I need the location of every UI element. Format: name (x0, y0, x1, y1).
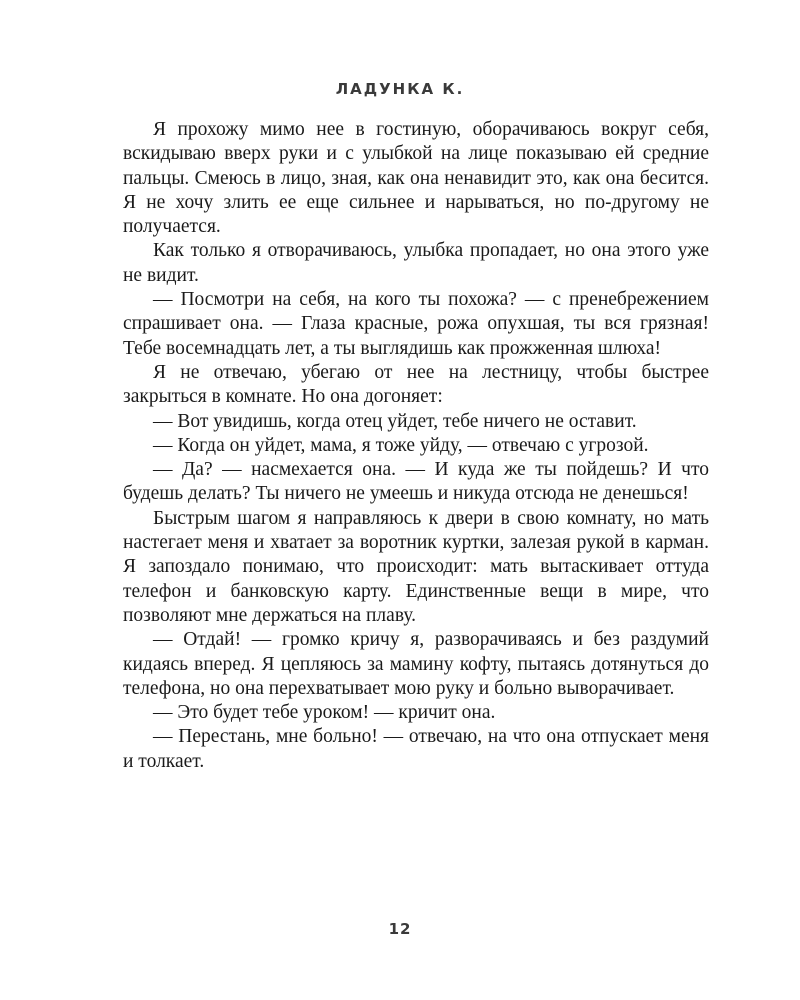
paragraph: — Да? — насмехается она. — И куда же ты пойдешь? И что будешь делать? Ты ничего не умеешь и никуда отсюда не денешься! (123, 459, 709, 505)
paragraph: — Это будет тебе уроком! — кричит она. (153, 702, 496, 724)
body-text (123, 118, 709, 774)
paragraph: — Посмотри на себя, на кого ты похожа? — с пренебрежением спрашивает она. — Глаза красные, рожа опухшая, ты вся грязная! Тебе восемнадцать лет, а ты выглядишь как прожженная шлюха! (123, 289, 709, 359)
paragraph: — Когда он уйдет, мама, я тоже уйду, — отвечаю с угрозой. (153, 434, 649, 456)
paragraph: — Вот увидишь, когда отец уйдет, тебе ничего не оставит. (153, 410, 637, 432)
paragraph: — Перестань, мне больно! — отвечаю, на что она отпускает меня и толкает. (123, 726, 709, 772)
paragraph: Быстрым шагом я направляюсь к двери в свою комнату, но мать настегает меня и хватает за воротник куртки, залезая рукой в карман. Я запоздало понимаю, что происходит: мать вытаскивает оттуда телефон и банковскую карту. Единственные вещи в мире, что позволяют мне держаться на плаву. (123, 507, 709, 626)
paragraph: Я не отвечаю, убегаю от нее на лестницу, чтобы быстрее закрыться в комнате. Но она догоняет: (123, 361, 709, 408)
paragraph: Я прохожу мимо нее в гостиную, оборачиваюсь вокруг себя, вскидываю вверх руки и с улыбкой на лице показываю ей средние пальцы. Смеюсь в лицо, зная, как она ненавидит это, как она бесится. Я не хочу злить ее еще сильнее и нарываться, но по-другому не получается. (123, 119, 709, 238)
paragraph: Как только я отворачиваюсь, улыбка пропадает, но она этого уже не видит. (123, 240, 709, 286)
paragraph: — Отдай! — громко кричу я, разворачиваясь и без раздумий кидаясь вперед. Я цепляюсь за мамину кофту, пытаясь дотянуться до телефона, но она перехватывает мою руку и больно выворачивает. (123, 629, 709, 699)
running-head: ЛАДУНКА К. (335, 80, 465, 98)
page-number: 12 (388, 920, 412, 938)
